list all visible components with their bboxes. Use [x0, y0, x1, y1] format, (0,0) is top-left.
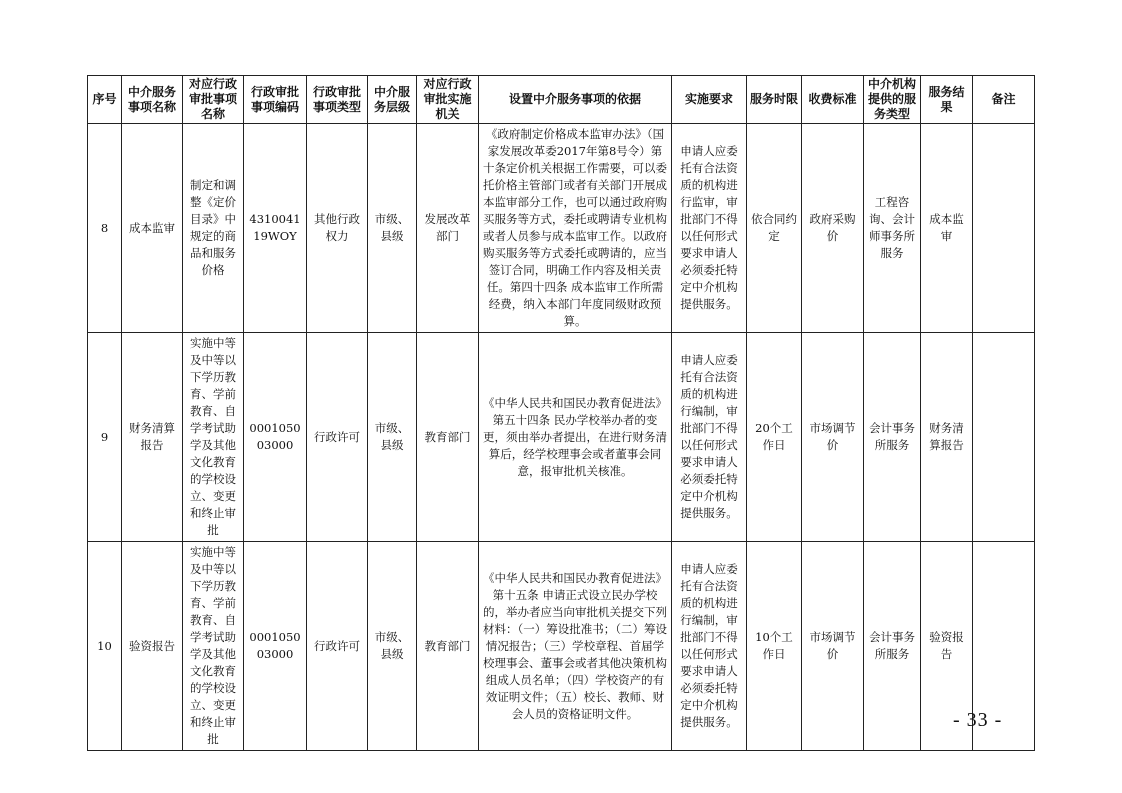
cell-requirement: 申请人应委托有合法资质的机构进行编制，审批部门不得以任何形式要求申请人必须委托特定中介机构提供服务。 [672, 542, 747, 751]
cell-requirement: 申请人应委托有合法资质的机构进行监审，审批部门不得以任何形式要求申请人必须委托特定中介机构提供服务。 [672, 124, 747, 333]
table-row [88, 333, 1035, 542]
table-row [88, 124, 1035, 333]
header-service-type: 中介机构提供的服务类型 [864, 76, 921, 124]
cell-service-name: 成本监审 [122, 124, 183, 333]
cell-approval-code: 000105003000 [244, 542, 307, 751]
cell-approval-name: 实施中等及中等以下学历教育、学前教育、自学考试助学及其他文化教育的学校设立、变更和终止审批 [183, 542, 244, 751]
cell-service-name: 财务清算报告 [122, 333, 183, 542]
cell-authority: 教育部门 [417, 542, 479, 751]
cell-approval-type: 其他行政权力 [307, 124, 368, 333]
header-service-name: 中介服务事项名称 [122, 76, 183, 124]
cell-service-type: 会计事务所服务 [864, 333, 921, 542]
cell-approval-code: 000105003000 [244, 333, 307, 542]
header-approval-code: 行政审批事项编码 [244, 76, 307, 124]
header-seq: 序号 [88, 76, 122, 124]
cell-approval-code: 431004119WOY [244, 124, 307, 333]
header-result: 服务结果 [921, 76, 973, 124]
intermediary-services-table [87, 75, 1035, 751]
cell-time-limit: 20个工作日 [747, 333, 802, 542]
cell-seq: 8 [88, 124, 122, 333]
cell-result: 财务清算报告 [921, 333, 973, 542]
header-row [88, 76, 1035, 124]
cell-requirement: 申请人应委托有合法资质的机构进行编制，审批部门不得以任何形式要求申请人必须委托特定中介机构提供服务。 [672, 333, 747, 542]
cell-approval-name: 制定和调整《定价目录》中规定的商品和服务价格 [183, 124, 244, 333]
cell-basis: 《中华人民共和国民办教育促进法》第十五条 申请正式设立民办学校的，举办者应当向审批机关提交下列材料：（一）筹设批准书；（二）筹设情况报告；（三）学校章程、首届学校理事会、董事会或者其他决策机构组成人员名单；（四）学校资产的有效证明文件；（五）校长、教师、财会人员的资格证明文件。 [479, 542, 672, 751]
header-service-level: 中介服务层级 [368, 76, 417, 124]
cell-approval-type: 行政许可 [307, 542, 368, 751]
page-number: - 33 - [953, 709, 1003, 731]
cell-basis: 《政府制定价格成本监审办法》（国家发展改革委2017年第8号令）第十条定价机关根据工作需要，可以委托价格主管部门或者有关部门开展成本监审部分工作，也可以通过政府购买服务等方式，委托或聘请专业机构或者人员参与成本监审工作。以政府购买服务等方式委托或聘请的，应当签订合同，明确工作内容及相关责任。第四十四条 成本监审工作所需经费，纳入本部门年度同级财政预算。 [479, 124, 672, 333]
cell-remark [973, 333, 1035, 542]
table-row [88, 542, 1035, 751]
cell-time-limit: 依合同约定 [747, 124, 802, 333]
header-basis: 设置中介服务事项的依据 [479, 76, 672, 124]
header-fee: 收费标准 [802, 76, 864, 124]
cell-service-type: 会计事务所服务 [864, 542, 921, 751]
cell-authority: 教育部门 [417, 333, 479, 542]
cell-service-type: 工程咨询、会计师事务所服务 [864, 124, 921, 333]
header-approval-name: 对应行政审批事项名称 [183, 76, 244, 124]
header-remark: 备注 [973, 76, 1035, 124]
cell-seq: 10 [88, 542, 122, 751]
header-approval-type: 行政审批事项类型 [307, 76, 368, 124]
cell-seq: 9 [88, 333, 122, 542]
cell-service-level: 市级、县级 [368, 333, 417, 542]
cell-approval-name: 实施中等及中等以下学历教育、学前教育、自学考试助学及其他文化教育的学校设立、变更和终止审批 [183, 333, 244, 542]
cell-authority: 发展改革部门 [417, 124, 479, 333]
cell-service-name: 验资报告 [122, 542, 183, 751]
cell-remark [973, 124, 1035, 333]
cell-approval-type: 行政许可 [307, 333, 368, 542]
header-requirement: 实施要求 [672, 76, 747, 124]
cell-basis: 《中华人民共和国民办教育促进法》第五十四条 民办学校举办者的变更，须由举办者提出，在进行财务清算后，经学校理事会或者董事会同意，报审批机关核准。 [479, 333, 672, 542]
cell-service-level: 市级、县级 [368, 124, 417, 333]
header-authority: 对应行政审批实施机关 [417, 76, 479, 124]
cell-result: 验资报告 [921, 542, 973, 751]
cell-fee: 市场调节价 [802, 333, 864, 542]
cell-result: 成本监审 [921, 124, 973, 333]
cell-service-level: 市级、县级 [368, 542, 417, 751]
cell-fee: 政府采购价 [802, 124, 864, 333]
cell-time-limit: 10个工作日 [747, 542, 802, 751]
cell-fee: 市场调节价 [802, 542, 864, 751]
header-time-limit: 服务时限 [747, 76, 802, 124]
